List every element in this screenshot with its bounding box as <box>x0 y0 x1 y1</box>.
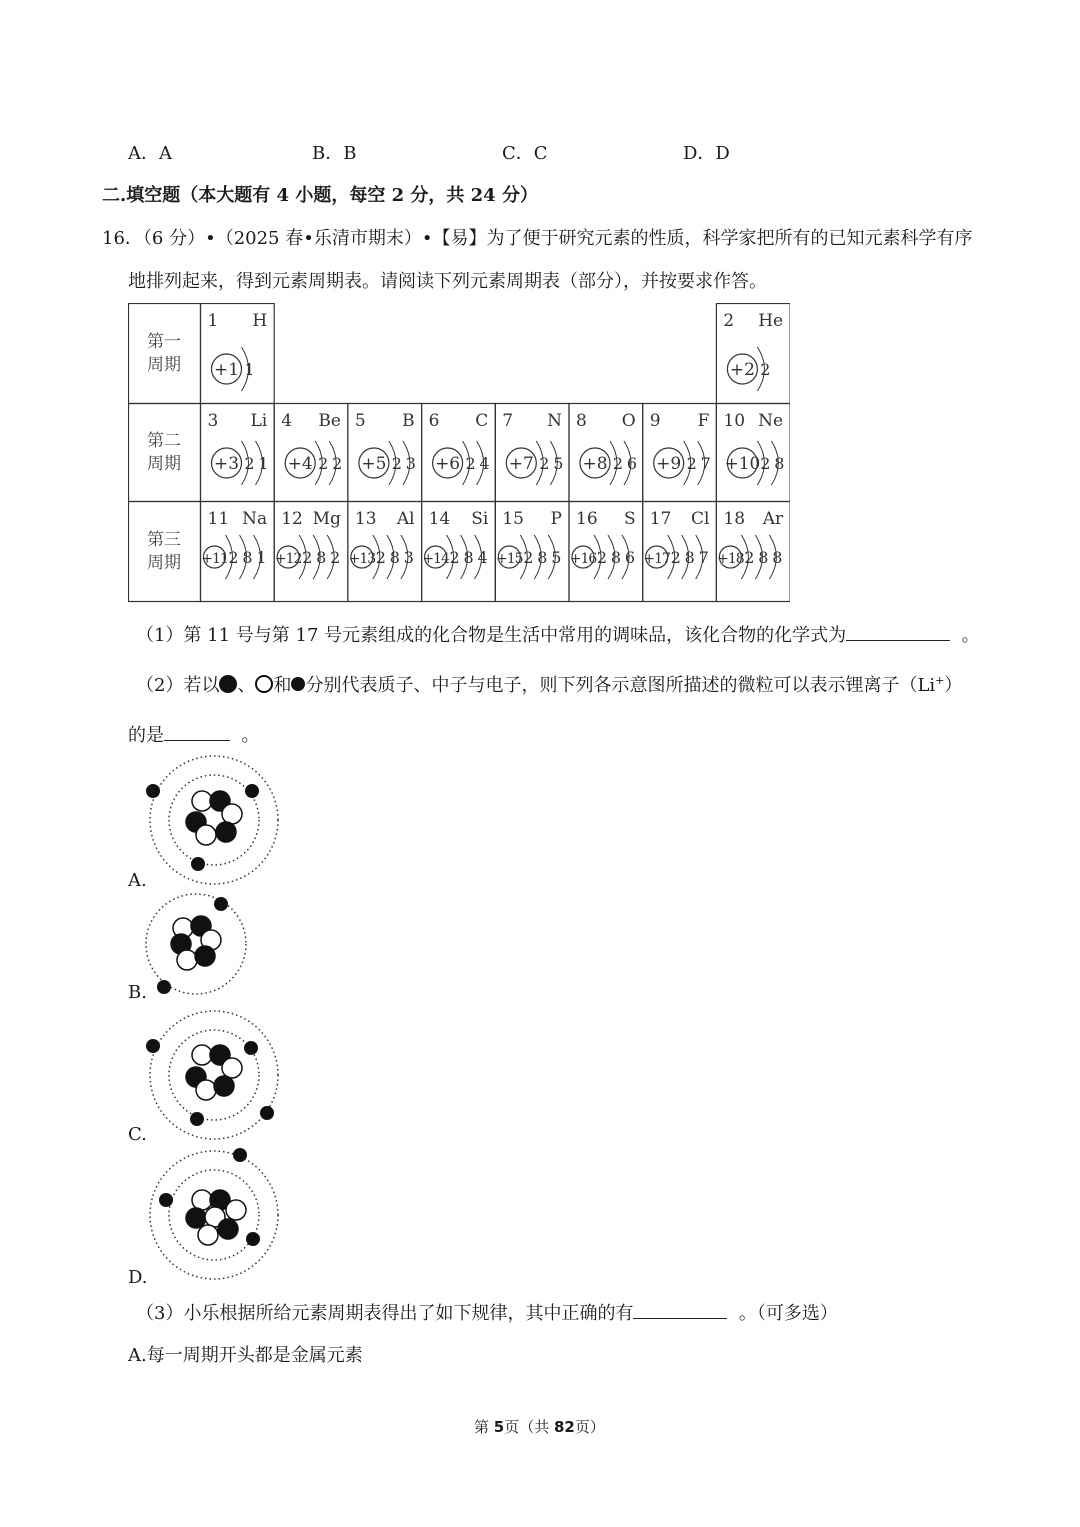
electron <box>191 857 205 871</box>
prev-option-a: A．A <box>128 143 172 164</box>
shell-electron-count: 3 <box>403 548 414 567</box>
proton <box>214 1076 234 1096</box>
shell-electron-count: 2 <box>670 548 681 567</box>
shell-electron-count: 7 <box>698 548 709 567</box>
element-symbol: O <box>621 411 636 431</box>
sub-question-2-pre: （2）若以 <box>136 675 220 696</box>
period-label: 第一 <box>147 332 181 352</box>
shell-electron-count: 2 <box>760 360 771 379</box>
period-label: 周期 <box>147 454 181 474</box>
proton-symbol-icon <box>219 675 237 693</box>
sub-question-1 <box>136 620 980 647</box>
nucleus-charge: +11 <box>201 551 228 567</box>
footer-pre: 第 <box>474 1418 494 1436</box>
shell-electron-count: 8 <box>684 548 695 567</box>
sub-question-3-option-a: A.每一周期开头都是金属元素 <box>128 1345 363 1366</box>
conjunction: 和 <box>273 675 292 696</box>
footer-mid: 页（共 <box>504 1418 554 1436</box>
sub-question-3-text: （3）小乐根据所给元素周期表得出了如下规律，其中正确的有 <box>136 1303 634 1324</box>
nucleus-charge: +6 <box>435 454 461 474</box>
shell-electron-count: 8 <box>463 548 474 567</box>
atomic-number: 8 <box>576 411 587 431</box>
shell-electron-count: 2 <box>228 548 239 567</box>
atomic-number: 1 <box>207 311 219 331</box>
atomic-number: 16 <box>576 509 598 529</box>
element-symbol: H <box>252 311 268 331</box>
element-symbol: Ne <box>758 411 784 431</box>
atomic-number: 17 <box>649 509 672 529</box>
shell-electron-count: 2 <box>375 548 386 567</box>
proton <box>195 946 215 966</box>
shell-electron-count: 8 <box>772 548 783 567</box>
element-symbol: Mg <box>312 509 341 529</box>
answer-blank-1[interactable] <box>846 620 950 641</box>
electron-symbol-icon <box>291 677 305 691</box>
atom-diagram-d[interactable] <box>140 1145 285 1285</box>
neutron-symbol-icon <box>255 675 273 693</box>
element-symbol: Be <box>318 411 341 431</box>
shell-electron-count: 6 <box>626 454 638 473</box>
electron-orbit <box>169 1030 259 1120</box>
sub-question-2-end: 。 <box>241 725 260 746</box>
atomic-number: 9 <box>649 411 661 431</box>
period-label-cell <box>129 502 201 602</box>
electron <box>244 1041 258 1055</box>
prev-option-b: B．B <box>312 143 357 164</box>
period-label-cell <box>129 404 201 502</box>
nucleus-charge: +5 <box>361 454 387 474</box>
element-symbol: S <box>624 509 636 529</box>
answer-blank-3[interactable] <box>633 1298 727 1319</box>
period-label: 周期 <box>147 355 181 375</box>
option-a-label[interactable]: A. <box>128 870 147 891</box>
shell-electron-count: 2 <box>332 454 343 473</box>
electron <box>246 1232 260 1246</box>
nucleus-charge: +8 <box>582 454 608 474</box>
atomic-number: 6 <box>428 411 440 431</box>
element-symbol: Li <box>250 411 268 431</box>
section-heading: 二.填空题（本大题有 4 小题，每空 2 分，共 24 分） <box>102 185 538 206</box>
nucleus-charge: +10 <box>724 454 761 474</box>
element-symbol: P <box>550 509 562 529</box>
electron <box>214 897 228 911</box>
shell-electron-count: 2 <box>523 548 534 567</box>
shell-electron-count: 1 <box>244 360 255 379</box>
nucleus-charge: +13 <box>348 551 376 567</box>
electron <box>260 1106 274 1120</box>
atomic-number: 5 <box>354 411 366 431</box>
neutron <box>192 791 212 811</box>
atomic-number: 18 <box>723 509 746 529</box>
shell-electron-count: 8 <box>242 548 253 567</box>
shell-electron-count: 2 <box>596 548 608 567</box>
element-symbol: Si <box>471 509 489 529</box>
shell-electron-count: 1 <box>258 454 269 473</box>
ion-charge: + <box>935 674 945 687</box>
shell-electron-count: 5 <box>553 454 564 473</box>
question-stem <box>102 224 972 250</box>
question-line-2: 地排列起来，得到元素周期表。请阅读下列元素周期表（部分），并按要求作答。 <box>128 271 767 292</box>
atom-diagram-b[interactable] <box>140 890 260 1000</box>
shell-electron-count: 2 <box>302 548 313 567</box>
element-symbol: N <box>547 411 562 431</box>
periodic-table <box>128 303 790 604</box>
shell-electron-count: 2 <box>539 454 550 473</box>
nucleus-charge: +3 <box>213 454 240 474</box>
atomic-number: 10 <box>723 411 746 431</box>
element-symbol: Ar <box>762 509 784 529</box>
question-line-1: （6 分）•（2025 春•乐清市期末）•【易】为了便于研究元素的性质，科学家把所有的已知元素科学有序 <box>142 228 973 249</box>
sub-question-2-text: 分别代表质子、中子与电子，则下列各示意图所描述的微粒可以表示锂离子（Li <box>305 675 936 696</box>
atomic-number: 7 <box>502 411 514 431</box>
shell-electron-count: 2 <box>330 548 341 567</box>
atomic-number: 13 <box>354 509 377 529</box>
atom-diagram-a[interactable] <box>140 750 285 890</box>
nucleus-charge: +1 <box>213 360 240 380</box>
atomic-number: 4 <box>281 411 293 431</box>
sub-question-2 <box>136 671 962 697</box>
electron <box>159 1193 173 1207</box>
period-label: 第三 <box>147 530 181 550</box>
neutron <box>198 1225 218 1245</box>
prev-option-d: D．D <box>683 143 730 164</box>
atomic-number: 11 <box>207 509 230 529</box>
shell-electron-count: 8 <box>758 548 769 567</box>
atomic-number: 2 <box>723 311 735 331</box>
nucleus-charge: +2 <box>729 360 755 380</box>
electron <box>146 1039 160 1053</box>
atomic-number: 14 <box>428 509 451 529</box>
sub-question-1-end: 。 <box>961 625 980 646</box>
period-label: 第二 <box>147 431 181 451</box>
atom-diagram-c[interactable] <box>140 1005 285 1145</box>
element-symbol: Cl <box>690 509 710 529</box>
shell-electron-count: 5 <box>551 548 562 567</box>
electron <box>190 1112 204 1126</box>
neutron <box>192 1045 212 1065</box>
electron <box>146 784 160 798</box>
sub-question-2-line-2 <box>128 720 259 747</box>
neutron <box>177 950 197 970</box>
shell-electron-count: 8 <box>316 548 327 567</box>
nucleus-charge: +16 <box>569 551 597 567</box>
electron <box>245 784 259 798</box>
shell-electron-count: 2 <box>760 454 771 473</box>
shell-electron-count: 2 <box>465 454 476 473</box>
element-symbol: He <box>758 311 784 331</box>
electron <box>157 980 171 994</box>
shell-electron-count: 8 <box>610 548 622 567</box>
option-b-label[interactable]: B. <box>128 982 147 1003</box>
neutron <box>222 804 242 824</box>
neutron <box>222 1058 242 1078</box>
element-symbol: F <box>697 411 710 431</box>
sub-question-3-end: 。（可多选） <box>738 1303 838 1324</box>
shell-electron-count: 2 <box>318 454 329 473</box>
page-total: 82 <box>554 1418 575 1436</box>
shell-electron-count: 1 <box>256 548 267 567</box>
shell-electron-count: 4 <box>477 548 488 567</box>
option-d-label[interactable]: D. <box>128 1267 148 1288</box>
shell-electron-count: 4 <box>479 454 490 473</box>
period-label-cell <box>129 304 201 404</box>
option-c-label[interactable]: C. <box>128 1124 147 1145</box>
nucleus-charge: +9 <box>656 454 682 474</box>
neutron <box>192 1190 212 1210</box>
question-number: 16． <box>102 228 143 249</box>
sub-question-1-text: （1）第 11 号与第 17 号元素组成的化合物是生活中常用的调味品，该化合物的化学式为 <box>136 625 847 646</box>
page-footer <box>474 1416 605 1437</box>
nucleus-charge: +15 <box>496 551 523 567</box>
prev-option-c: C．C <box>502 143 548 164</box>
shell-electron-count: 3 <box>405 454 416 473</box>
proton <box>216 822 236 842</box>
element-symbol: B <box>402 411 415 431</box>
shell-electron-count: 6 <box>624 548 636 567</box>
electron-orbit <box>146 894 246 994</box>
element-symbol: Na <box>242 509 268 529</box>
element-symbol: Al <box>396 509 415 529</box>
neutron <box>226 1200 246 1220</box>
atomic-number: 15 <box>502 509 524 529</box>
nucleus-charge: +4 <box>287 454 313 474</box>
proton <box>186 1208 206 1228</box>
neutron <box>196 825 216 845</box>
proton <box>218 1219 238 1239</box>
nucleus-charge: +7 <box>508 454 534 474</box>
shell-electron-count: 2 <box>612 454 624 473</box>
nucleus-charge: +18 <box>717 551 744 567</box>
shell-electron-count: 2 <box>449 548 460 567</box>
shell-electron-count: 7 <box>700 454 711 473</box>
neutron <box>196 1080 216 1100</box>
answer-blank-2[interactable] <box>164 720 230 741</box>
shell-electron-count: 2 <box>744 548 755 567</box>
shell-electron-count: 8 <box>774 454 785 473</box>
sub-question-3 <box>136 1298 838 1325</box>
footer-post: 页） <box>574 1418 605 1436</box>
shell-electron-count: 8 <box>389 548 400 567</box>
shell-electron-count: 2 <box>391 454 402 473</box>
close-paren: ） <box>944 675 963 696</box>
shell-electron-count: 2 <box>686 454 697 473</box>
sub-question-2-prefix: 的是 <box>128 725 164 746</box>
nucleus-charge: +17 <box>643 551 670 567</box>
electron <box>233 1148 247 1162</box>
period-label: 周期 <box>147 553 181 573</box>
nucleus-charge: +14 <box>422 551 449 567</box>
atomic-number: 12 <box>281 509 303 529</box>
nucleus-charge: +12 <box>274 551 302 567</box>
element-symbol: C <box>475 411 489 431</box>
page-number: 5 <box>493 1418 505 1436</box>
separator: 、 <box>237 675 256 696</box>
shell-electron-count: 8 <box>537 548 548 567</box>
shell-electron-count: 2 <box>244 454 255 473</box>
atomic-number: 3 <box>207 411 219 431</box>
